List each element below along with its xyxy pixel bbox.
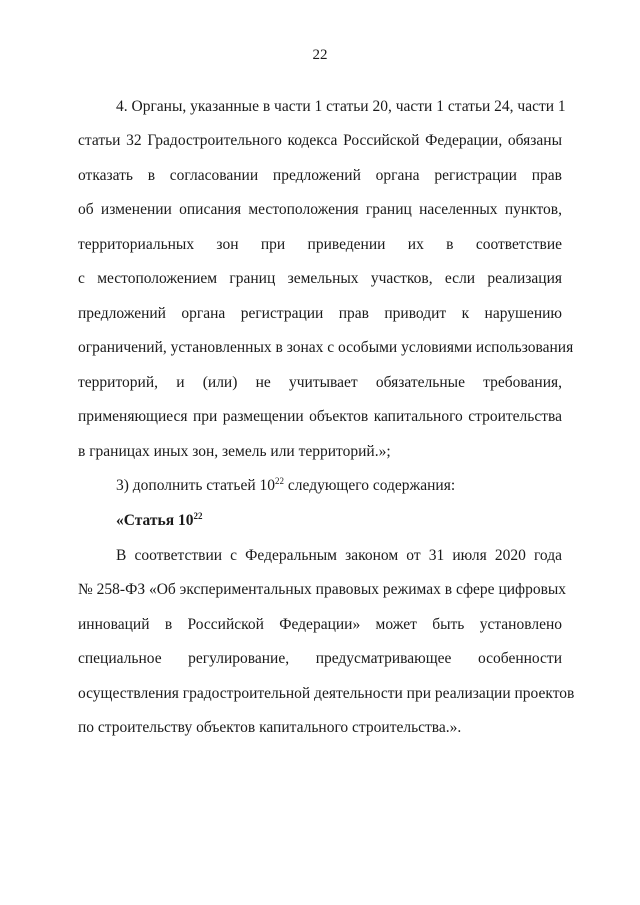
text-line: предложений органа регистрации прав приводит к нарушению: [78, 305, 562, 322]
text-line: в границах иных зон, земель или территорий.»;: [78, 443, 391, 460]
text-line: территориальных зон при приведении их в соответствие: [78, 236, 562, 253]
text-line: отказать в согласовании предложений органа регистрации прав: [78, 167, 562, 184]
article-heading-superscript: 22: [193, 510, 203, 521]
text-line: с местоположением границ земельных участков, если реализация: [78, 270, 562, 287]
text-line: 4. Органы, указанные в части 1 статьи 20, части 1 статьи 24, части 1: [116, 98, 566, 115]
article-heading-text: «Статья 10: [116, 512, 194, 529]
text-line: осуществления градостроительной деятельности при реализации проектов: [78, 685, 575, 702]
text-line: № 258-ФЗ «Об экспериментальных правовых режимах в сфере цифровых: [78, 581, 567, 598]
text-line: специальное регулирование, предусматривающее особенности: [78, 650, 562, 667]
paragraph-item-3: [116, 476, 562, 496]
text-line: об изменении описания местоположения границ населенных пунктов,: [78, 201, 562, 218]
item-3-prefix: 3) дополнить статьей 10: [116, 477, 276, 494]
page-number: 22: [312, 47, 328, 63]
text-line: по строительству объектов капитального строительства.».: [78, 719, 462, 736]
text-line: ограничений, установленных в зонах с особыми условиями использования: [78, 339, 574, 356]
text-line: территорий, и (или) не учитывает обязательные требования,: [78, 374, 562, 391]
article-heading: [116, 511, 562, 531]
text-line: инноваций в Российской Федерации» может быть установлено: [78, 616, 562, 633]
text-line: статьи 32 Градостроительного кодекса Российской Федерации, обязаны: [78, 132, 562, 149]
item-3-superscript: 22: [275, 475, 285, 486]
item-3-suffix: следующего содержания:: [284, 477, 456, 494]
text-line: применяющиеся при размещении объектов капитального строительства: [78, 408, 562, 425]
text-line: В соответствии с Федеральным законом от 31 июля 2020 года: [116, 547, 562, 564]
